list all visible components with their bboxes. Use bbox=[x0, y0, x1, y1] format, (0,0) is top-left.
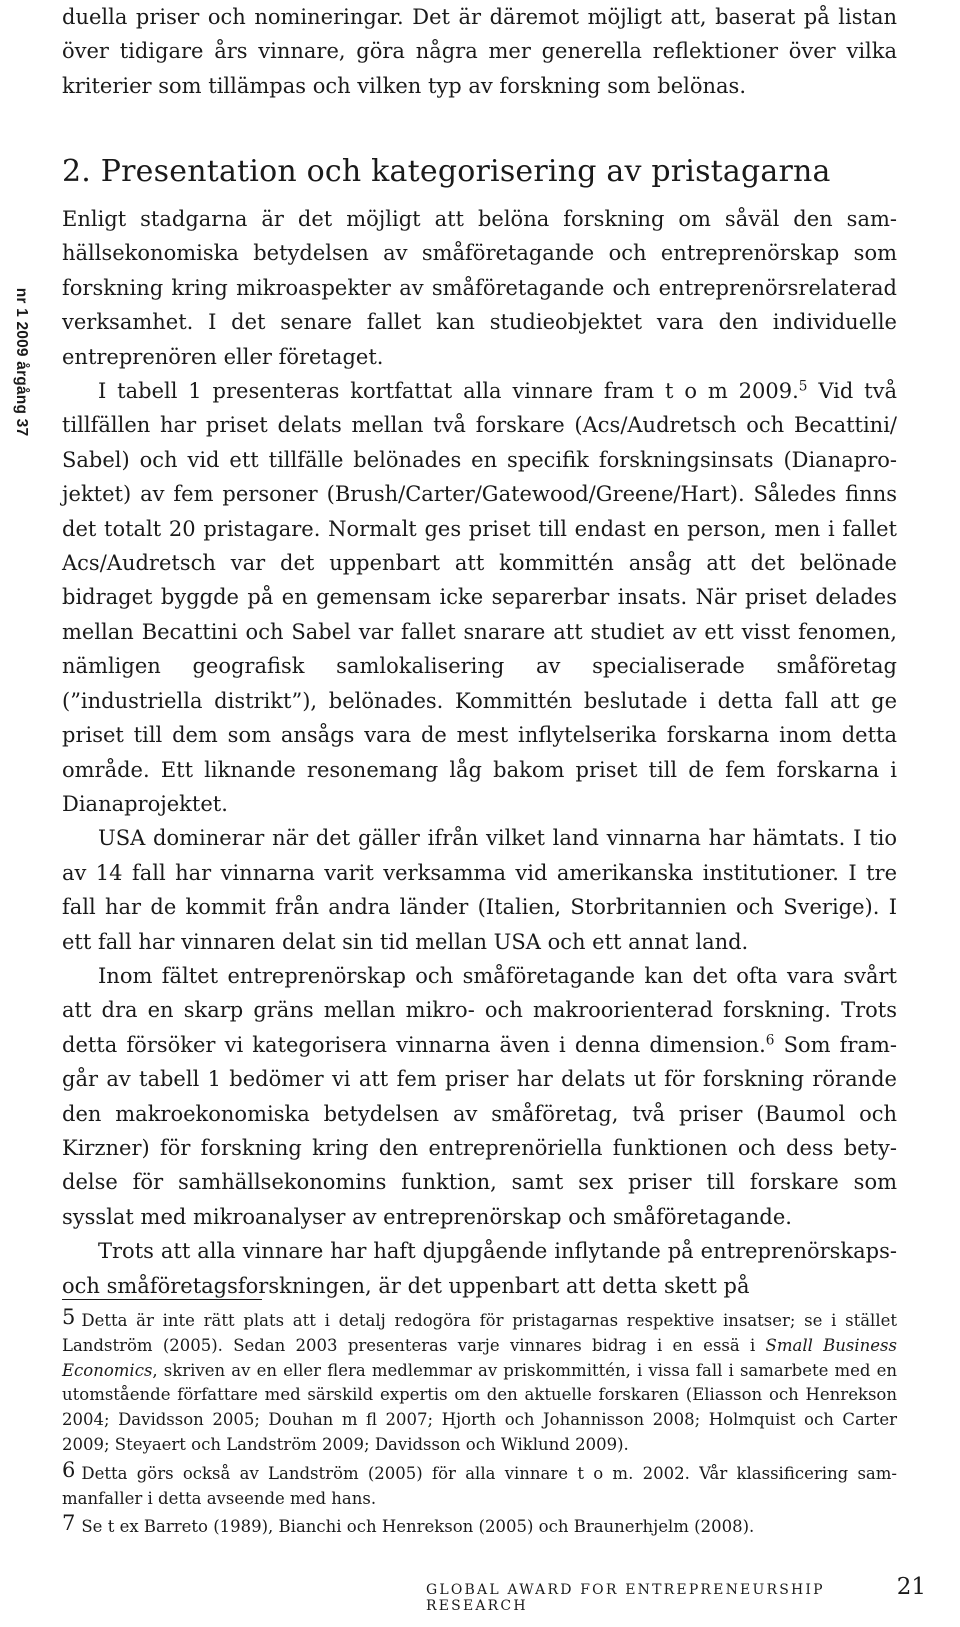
page-footer bbox=[426, 1574, 926, 1614]
paragraph-5: Trots att alla vinnare har haft djupgående inflytande på entreprenörskaps- och småföretagsforskningen, är det uppenbart att detta skett på bbox=[62, 1239, 897, 1298]
paragraph-3: USA dominerar när det gäller ifrån vilket land vinnarna har hämtats. I tio av 14 fall har vinnarna varit verksamma vid amerikanska institutioner. I tre fall har de kommit från andra länder (Italien, Storbritannien och Sverige). I ett fall har vinnaren delat sin tid mellan USA och ett annat land. bbox=[62, 826, 897, 954]
footnote-7 bbox=[62, 1511, 897, 1540]
page-number: 21 bbox=[896, 1574, 926, 1600]
footnote-text: Detta görs också av Landström (2005) för alla vinnare t o m. 2002. Vår klassificering sammanfaller i detta avseende med hans. bbox=[62, 1463, 897, 1508]
footnote-number: 7 bbox=[62, 1511, 76, 1536]
paragraph-4 bbox=[62, 959, 897, 1234]
section-2 bbox=[62, 150, 897, 1303]
footnote-number: 5 bbox=[62, 1305, 76, 1329]
paragraph-1: Enligt stadgarna är det möjligt att belöna forskning om såväl den samhällsekonomiska betydelsen av småföretagande och entreprenörskap som forskning kring mikroaspekter av småföretagande och entreprenörsrelaterad verksamhet. I det senare fallet kan studieobjektet vara den individuelle entreprenören eller företaget. bbox=[62, 207, 897, 369]
footnote-text: Se t ex Barreto (1989), Bianchi och Henrekson (2005) och Braunerhjelm (2008). bbox=[81, 1517, 755, 1537]
footnote-number: 6 bbox=[62, 1457, 76, 1482]
footnote-divider bbox=[62, 1299, 262, 1300]
issue-label: nr 1 2009 årgång 37 bbox=[13, 287, 30, 437]
footnote-ref-5[interactable]: 5 bbox=[798, 378, 808, 395]
footnote-6 bbox=[62, 1458, 897, 1512]
footnotes bbox=[62, 1305, 897, 1540]
section-heading: 2. Presentation och kategorisering av pristagarna bbox=[62, 154, 831, 189]
footnote-text: Detta är inte rätt plats att i detalj redogöra för pristagarnas respektive insatser; se i stället Landström (2005). Sedan 2003 presenteras varje vinnares bidrag i en essä i bbox=[62, 1311, 897, 1355]
paragraph-4-start: Inom fältet entreprenörskap och småföretagande kan det ofta vara svårt att dra en skarp gräns mellan mikro- och makroorienterad forskning. Trots detta försöker vi kategorisera vinnarna även i denna dimension. bbox=[62, 963, 897, 1057]
footnote-5 bbox=[62, 1305, 897, 1458]
paragraph-2 bbox=[62, 374, 897, 821]
running-title: GLOBAL AWARD FOR ENTREPRENEURSHIP RESEARCH bbox=[426, 1582, 825, 1614]
footnote-text: , skriven av en eller flera medlemmar av priskommittén, i vissa fall i samarbete med en utomstående författare med särskild expertis om den aktuelle forskaren (Eliasson och Henrekson 2004; Davidsson 2005; Douhan m fl 2007; Hjorth och Johannisson 2008; Holmquist och Carter 2009; Steyaert och Landström 2009; Davidsson och Wiklund 2009). bbox=[62, 1360, 897, 1454]
paragraph-2-start: I tabell 1 presenteras kortfattat alla vinnare fram t o m 2009. bbox=[98, 379, 799, 404]
footnote-ref-6[interactable]: 6 bbox=[765, 1032, 775, 1049]
journal-title: Small Business Economics bbox=[62, 1335, 897, 1380]
intro-block bbox=[62, 0, 897, 103]
paragraph-2-rest: Vid två tillfällen har priset delats mellan två forskare (Acs/Audretsch och Becattini/ Sabel) och vid ett tillfälle belönades en specifik forskningsinsats (Dianaprojektet) av fem personer (Brush/Carter/Gatewood/Greene/Hart). Således finns det totalt 20 pristagare. Normalt ges priset till endast en person, men i fallet Acs/Audretsch var det uppenbart att kommittén ansåg att det belönade bidraget byggde på en gemensam icke separerbar insats. När priset delades mellan Becattini och Sabel var fallet snarare att studiet av ett visst fenomen, nämligen geografisk samlokalisering av specialiserade småföretag (”industriella distrikt”), belönades. Kommittén beslutade i detta fall att ge priset till dem som ansågs vara de mest inflytelserika forskarna inom detta område. Ett liknande resonemang låg bakom priset till de fem forskarna i Dianaprojektet. bbox=[62, 379, 897, 816]
issue-sidebar bbox=[4, 262, 38, 462]
paragraph-4-rest: Som framgår av tabell 1 bedömer vi att fem priser har delats ut för forskning rörande den makroekonomiska betydelsen av småföretag, två priser (Baumol och Kirzner) för forskning kring den entreprenöriella funktionen och dess betydelse för samhällsekonomins funktion, samt sex priser till forskare som sysslat med mikroanalyser av entreprenörskap och småföretagande. bbox=[62, 1032, 897, 1229]
intro-paragraph: duella priser och nomineringar. Det är däremot möjligt att, baserat på listan över tidigare års vinnare, göra några mer generella reflektioner över vilka kriterier som tillämpas och vilken typ av forskning som belönas. bbox=[62, 5, 897, 98]
